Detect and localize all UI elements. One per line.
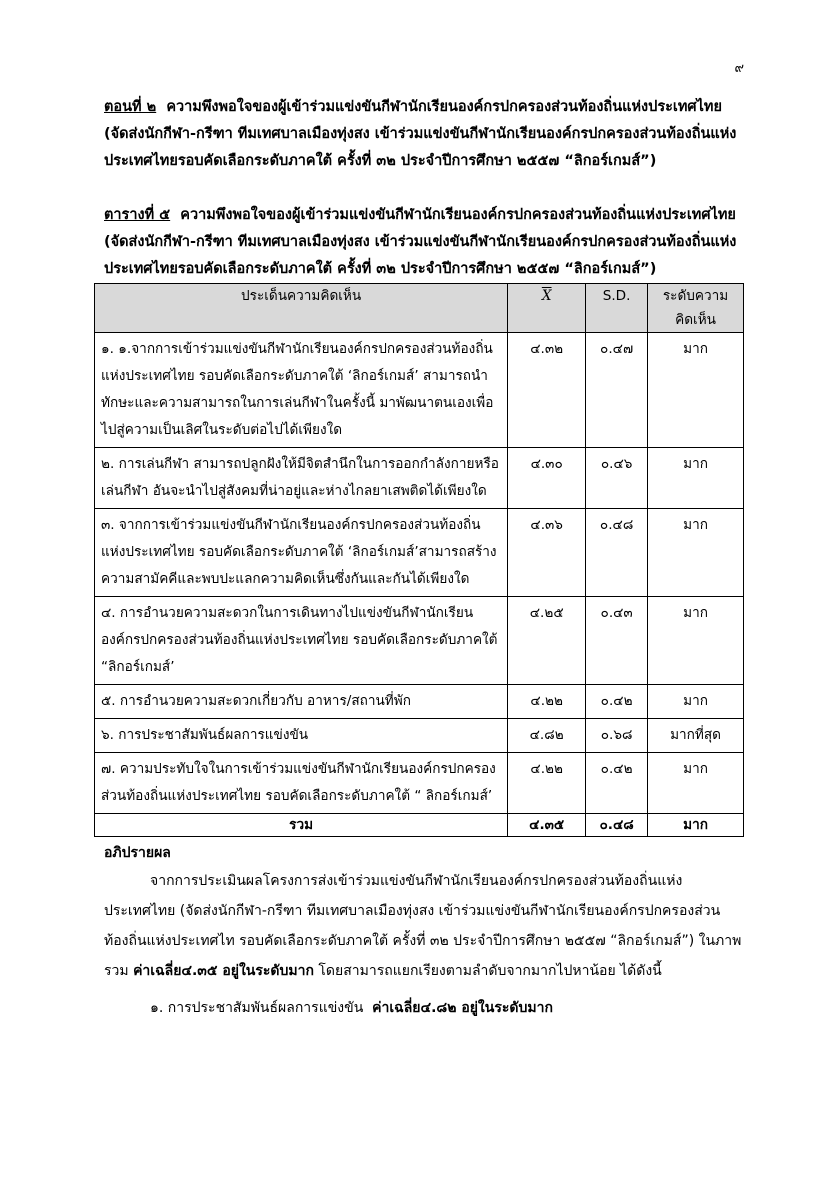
row-mean: ๔.๒๕ — [508, 597, 586, 685]
total-sd: ๐.๔๘ — [586, 814, 648, 837]
row-item: ๗. ความประทับใจในการเข้าร่วมแข่งขันกีฬานักเรียนองค์กรปกครองส่วนท้องถิ่นแห่งประเทศไทย รอบคัดเลือกระดับภาคใต้ “ ลิกอร์เกมส์’ — [95, 753, 508, 814]
table-row — [95, 753, 744, 814]
mean-symbol: $\overline{X}$ — [541, 288, 552, 304]
row-mean: ๔.๓๒ — [508, 333, 586, 448]
row-sd: ๐.๖๘ — [586, 719, 648, 753]
part-header-line: ความพึงพอใจของผู้เข้าร่วมแข่งขันกีฬานักเรียนองค์กรปกครองส่วนท้องถิ่นแห่งประเทศไทย — [166, 99, 722, 115]
row-level: มาก — [648, 597, 744, 685]
row-item: ๑. ๑.จากการเข้าร่วมแข่งขันกีฬานักเรียนองค์กรปกครองส่วนท้องถิ่นแห่งประเทศไทย รอบคัดเลือกระดับภาคใต้ ‘ลิกอร์เกมส์’ สามารถนำทักษะและความสามารถในการเล่นกีฬาในครั้งนี้ มาพัฒนาตนเองเพื่อไปสู่ความเป็นเลิศในระดับต่อไปได้เพียงใด — [95, 333, 508, 448]
header-sd: S.D. — [586, 284, 648, 333]
row-item: ๓. จากการเข้าร่วมแข่งขันกีฬานักเรียนองค์กรปกครองส่วนท้องถิ่นแห่งประเทศไทย รอบคัดเลือกระดับภาคใต้ ‘ลิกอร์เกมส์’สามารถสร้างความสามัคคีและพบปะแลกความคิดเห็นซึ่งกันและกันได้เพียงใด — [95, 509, 508, 597]
row-sd: ๐.๔๖ — [586, 448, 648, 509]
part-header-line: ประเทศไทยรอบคัดเลือกระดับภาคใต้ ครั้งที่ ๓๒ ประจำปีการศึกษา ๒๕๕๗ “ลิกอร์เกมส์”) — [104, 153, 657, 169]
row-level: มาก — [648, 333, 744, 448]
table-row — [95, 597, 744, 685]
row-level: มาก — [648, 448, 744, 509]
row-sd: ๐.๔๒ — [586, 685, 648, 719]
discussion-text-end: โดยสามารถแยกเรียงตามลำดับจากมากไปหาน้อย ได้ดังนี้ — [318, 963, 662, 979]
header-mean — [508, 284, 586, 333]
header-opinion-topic: ประเด็นความคิดเห็น — [95, 284, 508, 333]
part-header-label: ตอนที่ ๒ — [104, 99, 157, 115]
page-number: ๙ — [734, 61, 744, 76]
row-sd: ๐.๔๓ — [586, 597, 648, 685]
row-mean: ๔.๘๒ — [508, 719, 586, 753]
table-caption-label: ตารางที่ ๕ — [104, 207, 171, 223]
table-header-row — [95, 284, 744, 333]
satisfaction-table — [94, 283, 744, 837]
part-header-line: (จัดส่งนักกีฬา-กรีฑา ทีมเทศบาลเมืองทุ่งสง เข้าร่วมแข่งขันกีฬานักเรียนองค์กรปกครองส่วนท้องถิ่นแห่ง — [104, 126, 737, 142]
total-label: รวม — [95, 814, 508, 837]
row-item: ๒. การเล่นกีฬา สามารถปลูกฝังให้มีจิตสำนึกในการออกกำลังกายหรือเล่นกีฬา อันจะนำไปสู่สังคมที่น่าอยู่และห่างไกลยาเสพติดได้เพียงใด — [95, 448, 508, 509]
row-level: มาก — [648, 509, 744, 597]
row-level: มาก — [648, 685, 744, 719]
table-caption-line: (จัดส่งนักกีฬา-กรีฑา ทีมเทศบาลเมืองทุ่งสง เข้าร่วมแข่งขันกีฬานักเรียนองค์กรปกครองส่วนท้องถิ่นแห่ง — [104, 234, 737, 250]
row-item: ๕. การอำนวยความสะดวกเกี่ยวกับ อาหาร/สถานที่พัก — [95, 685, 508, 719]
table-caption-line: ความพึงพอใจของผู้เข้าร่วมแข่งขันกีฬานักเรียนองค์กรปกครองส่วนท้องถิ่นแห่งประเทศไทย — [180, 207, 736, 223]
row-item: ๖. การประชาสัมพันธ์ผลการแข่งขัน — [95, 719, 508, 753]
row-level: มาก — [648, 753, 744, 814]
table-caption-line: ประเทศไทยรอบคัดเลือกระดับภาคใต้ ครั้งที่ ๓๒ ประจำปีการศึกษา ๒๕๕๗ “ลิกอร์เกมส์”) — [104, 261, 657, 277]
total-mean: ๔.๓๕ — [508, 814, 586, 837]
row-item: ๔. การอำนวยความสะดวกในการเดินทางไปแข่งขันกีฬานักเรียนองค์กรปกครองส่วนท้องถิ่นแห่งประเทศไทย รอบคัดเลือกระดับภาคใต้ “ลิกอร์เกมส์’ — [95, 597, 508, 685]
row-level: มากที่สุด — [648, 719, 744, 753]
ranked-item — [150, 993, 553, 1023]
table-row — [95, 719, 744, 753]
header-opinion-level: ระดับความคิดเห็น — [648, 284, 744, 333]
discussion-paragraph — [104, 866, 744, 986]
discussion-text: จากการประเมินผลโครงการส่งเข้าร่วมแข่งขันกีฬานักเรียนองค์กรปกครองส่วนท้องถิ่นแห่งประเทศไทย (จัดส่งนักกีฬา-กรีฑา ทีมเทศบาลเมืองทุ่งสง เข้าร่วมแข่งขันกีฬานักเรียนองค์กรปกครองส่วนท้องถิ่นแห่งประเทศไท รอบคัดเลือกระดับภาคใต้ ครั้งที่ ๓๒ ประจำปีการศึกษา ๒๕๕๗ “ลิกอร์เกมส์”) ในภาพรวม — [104, 873, 742, 979]
table-caption — [104, 202, 744, 283]
row-mean: ๔.๓๐ — [508, 448, 586, 509]
total-level: มาก — [648, 814, 744, 837]
row-mean: ๔.๒๒ — [508, 685, 586, 719]
table-row — [95, 333, 744, 448]
part-header — [104, 94, 744, 175]
table-row — [95, 685, 744, 719]
row-mean: ๔.๒๒ — [508, 753, 586, 814]
table-total-row — [95, 814, 744, 837]
ranked-item-label: ๑. การประชาสัมพันธ์ผลการแข่งขัน — [150, 1000, 364, 1016]
row-mean: ๔.๓๖ — [508, 509, 586, 597]
table-row — [95, 509, 744, 597]
discussion-overall-mean: ค่าเฉลี่ย๔.๓๕ อยู่ในระดับมาก — [133, 963, 314, 979]
row-sd: ๐.๔๒ — [586, 753, 648, 814]
ranked-item-mean: ค่าเฉลี่ย๔.๘๒ อยู่ในระดับมาก — [372, 1000, 553, 1016]
row-sd: ๐.๔๘ — [586, 509, 648, 597]
row-sd: ๐.๔๗ — [586, 333, 648, 448]
discussion-heading: อภิปรายผล — [104, 845, 171, 861]
table-row — [95, 448, 744, 509]
